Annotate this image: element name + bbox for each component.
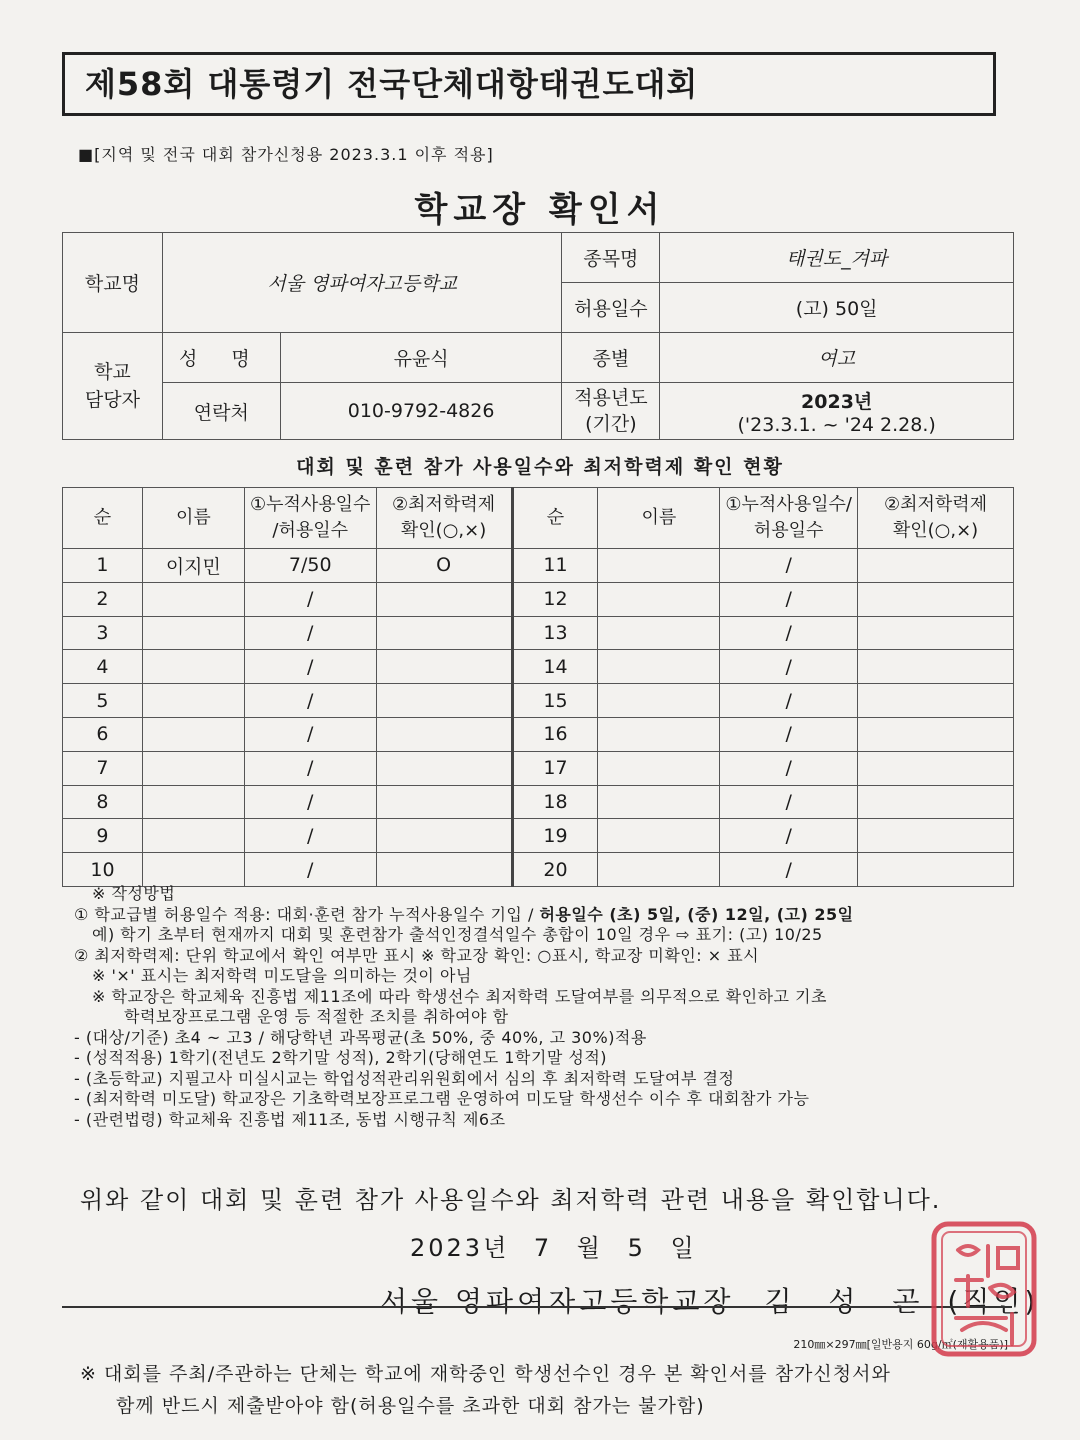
instruction-line: 학력보장프로그램 운영 등 적절한 조치를 취하여야 함 <box>124 1007 509 1026</box>
cell-days: / <box>720 853 858 887</box>
confirmation-date: 2023년 7 월 5 일 <box>410 1234 697 1262</box>
cell-check <box>858 616 1014 650</box>
cell-days: / <box>720 819 858 853</box>
footnote-line: 함께 반드시 제출받아야 함(허용일수를 초과한 대회 참가는 불가함) <box>116 1395 705 1417</box>
table-row <box>63 819 1014 853</box>
year-period: ('23.3.1. ~ '24 2.28.) <box>737 413 936 436</box>
cell-name <box>598 549 720 583</box>
instruction-line: ② 최저학력제: 단위 학교에서 확인 여부만 표시 ※ 학교장 확인: ○표시, 학교장 미확인: × 표시 <box>74 945 760 965</box>
school-info-table <box>62 232 1014 440</box>
contact-label: 연락처 <box>162 383 280 440</box>
cell-no: 4 <box>63 650 143 684</box>
cell-name <box>598 717 720 751</box>
cell-no: 12 <box>512 582 598 616</box>
allowed-days-value: (고) 50일 <box>660 283 1014 333</box>
cell-name <box>142 684 244 718</box>
confirmation-statement: 위와 같이 대회 및 훈련 참가 사용일수와 최저학력 관련 내용을 확인합니다. <box>80 1186 942 1214</box>
cell-no: 17 <box>512 751 598 785</box>
school-name-label: 학교명 <box>63 233 163 333</box>
instruction-line: - (관련법령) 학교체육 진흥법 제11조, 동법 시행규칙 제6조 <box>74 1109 506 1129</box>
cell-days: / <box>720 549 858 583</box>
table-row <box>63 616 1014 650</box>
cell-days: / <box>720 582 858 616</box>
contact-value: 010-9792-4826 <box>280 383 562 440</box>
instruction-line: ① 학교급별 허용일수 적용: 대회·훈련 참가 누적사용일수 기입 / 허용일수 (초) 5일, (중) 12일, (고) 25일 <box>74 904 854 924</box>
instruction-line: ※ '×' 표시는 최저학력 미도달을 의미하는 것이 아님 <box>92 966 472 985</box>
cell-check <box>858 549 1014 583</box>
cell-check <box>858 751 1014 785</box>
cell-days: / <box>244 751 376 785</box>
col-header-name: 이름 <box>142 488 244 549</box>
principal-name: 김 성 곤 <box>764 1285 934 1318</box>
cell-check <box>858 684 1014 718</box>
instruction-line: - (최저학력 미도달) 학교장은 기초학력보장프로그램 운영하여 미도달 학생선수 이수 후 대회참가 가능 <box>74 1089 810 1108</box>
athlete-status-table <box>62 487 1014 887</box>
submission-footnote <box>80 1358 891 1422</box>
col-header-no: 순 <box>512 488 598 549</box>
manager-name-label: 성 명 <box>162 333 280 383</box>
event-label: 종목명 <box>562 233 660 283</box>
instruction-line: - (대상/기준) 초4 ~ 고3 / 해당학년 과목평균(초 50%, 중 40%, 고 30%)적용 <box>74 1027 647 1047</box>
col-header-days: ①누적사용일수 /허용일수 <box>244 488 376 549</box>
cell-check <box>858 717 1014 751</box>
instruction-line: 예) 학기 초부터 현재까지 대회 및 훈련참가 출석인정결석일수 총합이 10일 경우 ⇨ 표기: (고) 10/25 <box>92 925 823 944</box>
cell-name <box>598 853 720 887</box>
cell-check <box>376 684 512 718</box>
divider-line <box>62 1306 1012 1308</box>
cell-check <box>376 751 512 785</box>
cell-no: 20 <box>512 853 598 887</box>
division-label: 종별 <box>562 333 660 383</box>
cell-name <box>142 853 244 887</box>
cell-name <box>142 717 244 751</box>
instruction-line: ※ 학교장은 학교체육 진흥법 제11조에 따라 학생선수 최저학력 도달여부를 의무적으로 확인하고 기초 <box>92 986 827 1006</box>
cell-no: 18 <box>512 785 598 819</box>
cell-name <box>598 616 720 650</box>
cell-name <box>142 785 244 819</box>
table-row <box>63 582 1014 616</box>
table-row <box>63 717 1014 751</box>
cell-days: / <box>244 684 376 718</box>
cell-days: / <box>244 785 376 819</box>
cell-check <box>858 785 1014 819</box>
cell-days: / <box>720 785 858 819</box>
year-label: 적용년도 (기간) <box>562 383 660 440</box>
cell-check <box>858 650 1014 684</box>
cell-name: 이지민 <box>142 549 244 583</box>
cell-name <box>598 785 720 819</box>
cell-no: 1 <box>63 549 143 583</box>
table-row <box>63 751 1014 785</box>
school-name-value: 서울 영파여자고등학교 <box>162 233 562 333</box>
cell-check: O <box>376 549 512 583</box>
cell-name <box>598 751 720 785</box>
cell-name <box>142 819 244 853</box>
principal-school: 서울 영파여자고등학교장 <box>380 1285 735 1318</box>
cell-name <box>142 751 244 785</box>
event-value: 태권도_겨파 <box>660 233 1014 283</box>
cell-no: 5 <box>63 684 143 718</box>
cell-days: 7/50 <box>244 549 376 583</box>
cell-days: / <box>244 819 376 853</box>
cell-check <box>858 819 1014 853</box>
cell-check <box>376 616 512 650</box>
cell-check <box>376 819 512 853</box>
cell-no: 7 <box>63 751 143 785</box>
manager-label: 학교 담당자 <box>63 333 163 440</box>
cell-check <box>858 582 1014 616</box>
cell-no: 8 <box>63 785 143 819</box>
cell-no: 6 <box>63 717 143 751</box>
cell-check <box>376 853 512 887</box>
cell-no: 9 <box>63 819 143 853</box>
cell-check <box>858 853 1014 887</box>
cell-name <box>598 650 720 684</box>
cell-days: / <box>244 853 376 887</box>
allowed-days-label: 허용일수 <box>562 283 660 333</box>
cell-days: / <box>720 616 858 650</box>
col-header-days: ①누적사용일수/ 허용일수 <box>720 488 858 549</box>
instruction-line: - (초등학교) 지필고사 미실시교는 학업성적관리위원회에서 심의 후 최저학력 도달여부 결정 <box>74 1068 735 1088</box>
instructions-heading: ※ 작성방법 <box>92 884 176 903</box>
table-row <box>63 853 1014 887</box>
document-title: 학교장 확인서 <box>414 190 666 230</box>
cell-days: / <box>720 717 858 751</box>
cell-days: / <box>244 717 376 751</box>
table-row <box>63 785 1014 819</box>
competition-banner: 제58회 대통령기 전국단체대항태권도대회 <box>62 52 996 116</box>
cell-no: 14 <box>512 650 598 684</box>
cell-name <box>142 650 244 684</box>
instruction-line: - (성적적용) 1학기(전년도 2학기말 성적), 2학기(당해연도 1학기말 성적) <box>74 1048 608 1067</box>
col-header-check: ②최저학력제 확인(○,×) <box>376 488 512 549</box>
cell-days: / <box>244 650 376 684</box>
cell-no: 19 <box>512 819 598 853</box>
cell-no: 2 <box>63 582 143 616</box>
table-row <box>63 549 1014 583</box>
col-header-name: 이름 <box>598 488 720 549</box>
cell-days: / <box>720 650 858 684</box>
cell-no: 10 <box>63 853 143 887</box>
cell-name <box>598 819 720 853</box>
school-seal-stamp <box>928 1218 1040 1360</box>
cell-no: 3 <box>63 616 143 650</box>
cell-name <box>598 684 720 718</box>
cell-check <box>376 582 512 616</box>
col-header-no: 순 <box>63 488 143 549</box>
cell-no: 15 <box>512 684 598 718</box>
cell-no: 13 <box>512 616 598 650</box>
cell-name <box>598 582 720 616</box>
table-row <box>63 684 1014 718</box>
cell-no: 11 <box>512 549 598 583</box>
application-notice: ■[지역 및 전국 대회 참가신청용 2023.3.1 이후 적용] <box>78 145 494 164</box>
year-cell <box>660 383 1014 440</box>
year-value: 2023년 <box>801 390 873 413</box>
cell-days: / <box>720 684 858 718</box>
cell-name <box>142 582 244 616</box>
col-header-check: ②최저학력제 확인(○,×) <box>858 488 1014 549</box>
cell-check <box>376 785 512 819</box>
cell-days: / <box>720 751 858 785</box>
seal-label: (직인) <box>947 1285 1040 1318</box>
cell-days: / <box>244 616 376 650</box>
division-value: 여고 <box>660 333 1014 383</box>
cell-check <box>376 717 512 751</box>
cell-days: / <box>244 582 376 616</box>
cell-no: 16 <box>512 717 598 751</box>
status-section-title: 대회 및 훈련 참가 사용일수와 최저학력제 확인 현황 <box>296 456 784 478</box>
cell-check <box>376 650 512 684</box>
cell-name <box>142 616 244 650</box>
instructions <box>62 884 1022 1130</box>
paper-spec-note: 210㎜×297㎜[일반용지 60g/㎡(재활용품)] <box>793 1338 1008 1351</box>
footnote-line: ※ 대회를 주최/주관하는 단체는 학교에 재학중인 학생선수인 경우 본 확인서를 참가신청서와 <box>80 1363 891 1385</box>
table-row <box>63 650 1014 684</box>
manager-name-value: 유윤식 <box>280 333 562 383</box>
